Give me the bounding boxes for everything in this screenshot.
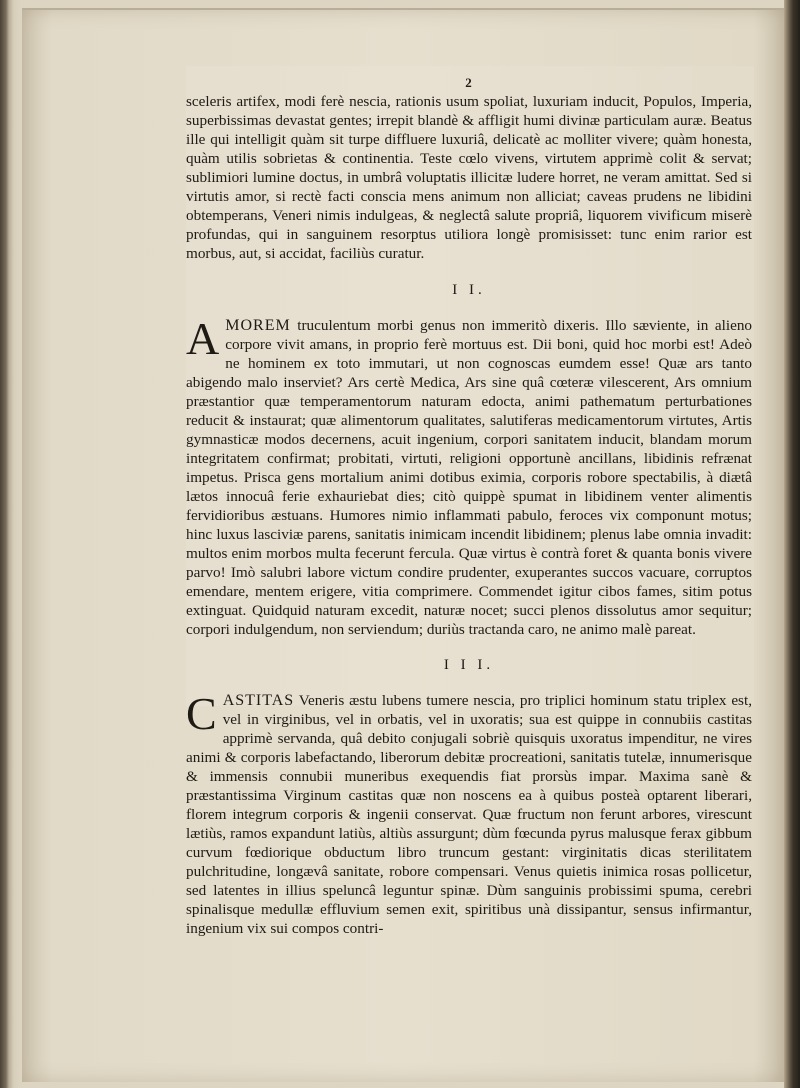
section-3-text: Veneris æstu lubens tumere nescia, pro triplici hominum statu triplex est, vel in virginibus, vel in orbatis, vel in uxoratis; sua est quippe in connubiis castitas apprimè servanda, quâ debito conjugali sobriè quisquis uxoratus impenditur, ne vires animi & corporis labefactando, liberorum debitæ procreationi, sanitatis tutelæ, innumerisque & immensis connubii muneribus exequendis fiat prorsùs impar. Maxima sanè & præstantissima Virginum castitas quæ non noscens ea à quibus posteà optarent liberari, florem integrum corporis & ingenii conservat. Quæ fructum non ferunt arbores, virescunt lætiùs, ramos expandunt latiùs, altiùs assurgunt; dùm fœcunda pyrus malusque ferax gibbum curvum fœdiorique obductum libro truncum gestant: virginitatis dicas sterilitatem pulchritudine, longævâ sanitate, robore compensari. Venus quietis inimica rosas pollicetur, sed latentes in illius speluncâ leguntur spinæ. Dùm sanguinis probissimi spuma, cerebri spinalisque medullæ effluvium semen exit, spiritibus unà dissipantur, sensus infirmantur, ingenium vix sui compos contri- [186, 692, 752, 937]
page-gutter-shadow [784, 0, 800, 1088]
section-2-text: truculentum morbi genus non immeritò dixeris. Illo sæviente, in alieno corpore vivit amans, in proprio ferè mortuus est. Dii boni, quid hoc morbi est! Adeò ne hominem ex toto immutari, ut non cognoscas eumdem esse! Quæ ars tanto abigendo malo inserviet? Ars certè Medica, Ars sine quâ cœteræ vilescerent, Ars omnium præstantior quæ temperamentorum naturam edocta, animi pathematum perturbationes reducit & instaurat; quæ alimentorum qualitates, salutiferas medicamentorum virtutes, Artis gymnasticæ modos decernens, acuit ingenium, corpori sanitatem inducit, blandam morum integritatem confirmat; probitati, virtuti, religioni opportunè ancillans, libidinis refrænat impetus. Prisca gens mortalium animi dotibus eximia, corporis robore spectabilis, à diætâ lætos innocuâ ferie exhauriebat dies; citò quippè spumat in libidinem venter alimentis fervidioribus æstuans. Humores nimio inflammati pabulo, feroces vix componunt motus; hinc luxus lasciviæ parens, sanitatis inimicam incendit libidinem; plenus labe omnia invadit: multos enim morbos multa fecerunt fercula. Quæ virtus è contrà foret & quanta bonis vivere parvo! Imò salubri labore victum condire prudenter, exuperantes succos vacuare, corruptos emendare, mentem erigere, vitia comprimere. Commendet igitur cibos fames, sitim potus extinguat. Quidquid naturam excedit, naturæ nocet; succi plenos dissolutus amor sequitur; corpori indulgendum, non serviendum; duriùs tractanda caro, ne animo malè pareat. [186, 317, 753, 638]
section-3-paragraph [186, 688, 752, 938]
paragraph-intro: sceleris artifex, modi ferè nescia, rationis usum spoliat, luxuriam inducit, Populos, Imperia, superbissimas devastat gentes; irrepit blandè & affligit humi divinæ particulam auræ. Beatus ille qui intelligit quàm sit turpe diffluere luxuriâ, delicatè ac molliter vivere; quàm honesta, quàm utilis sobrietas & continentia. Teste cœlo vivens, virtutem apprimè colit & servat; sublimiori lumine doctus, in umbrâ voluptatis illicitæ ludere horret, ne veram amittat. Sed si virtutis amor, si rectè facti conscia mens animum non alliciat; caveas prudens ne libidini obtemperans, Veneri nimis indulgeas, & neglectâ salute propriâ, liquorem vivificum miserè profundas, qui in sanguinem resorptus utiliora longè promisisset: tunc enim rarior est morbus, aut, si accidat, faciliùs curatur. [186, 93, 752, 262]
section-2-paragraph [186, 313, 753, 639]
section-3-lead-word: ASTITAS [222, 692, 295, 709]
page-text-block [186, 76, 752, 938]
section-2-lead-word: MOREM [225, 317, 291, 334]
section-numeral-3: I I I. [443, 657, 495, 673]
section-numeral-2: I I. [452, 282, 486, 298]
dropcap-a: A [186, 313, 220, 364]
page-number: 2 [465, 75, 473, 90]
dropcap-c: C [186, 688, 217, 739]
